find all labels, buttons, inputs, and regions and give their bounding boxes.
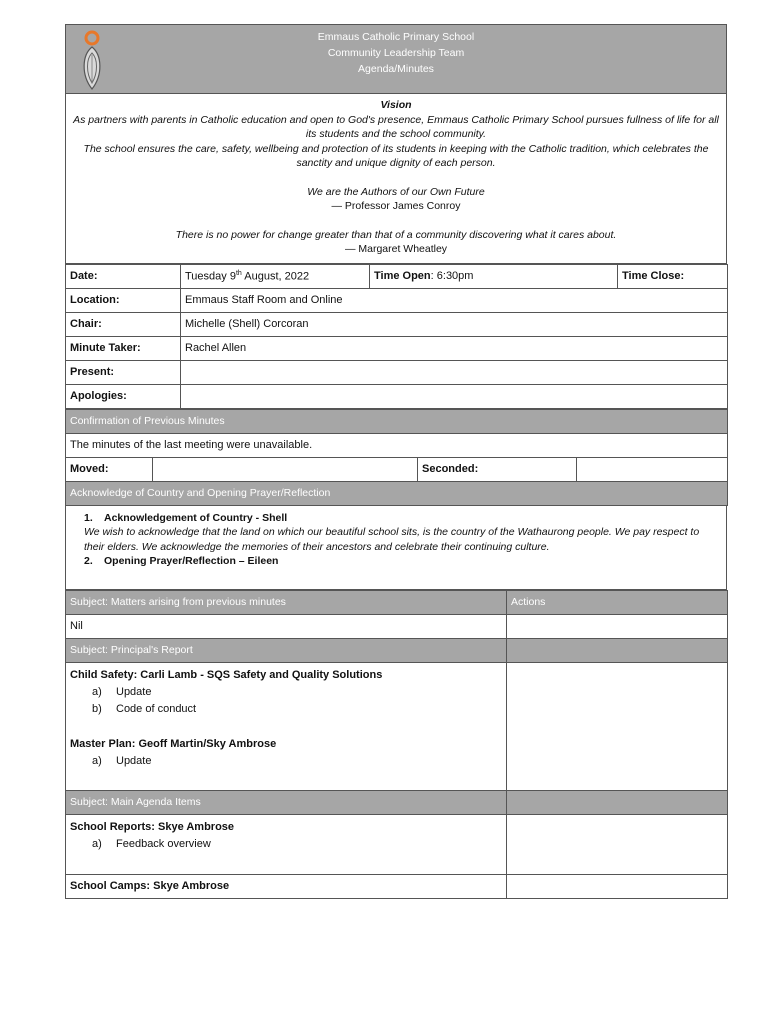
chair-value: Michelle (Shell) Corcoran (181, 312, 728, 336)
minute-taker-value: Rachel Allen (181, 336, 728, 360)
location-label: Location: (66, 288, 181, 312)
principal-row (66, 662, 728, 790)
child-safety-item-a: a) Update (92, 685, 152, 698)
date-value: Tuesday 9th August, 2022 (181, 264, 370, 288)
time-open-cell (370, 264, 618, 288)
quote-1: We are the Authors of our Own Future (307, 185, 485, 198)
team-name: Community Leadership Team (327, 47, 465, 59)
present-row (66, 360, 728, 384)
principal-actions (507, 662, 728, 790)
actions-heading: Actions (507, 590, 728, 614)
quote-1-author: — Professor James Conroy (331, 200, 461, 212)
school-camps-title: School Camps: Skye Ambrose (70, 880, 230, 892)
apologies-value (181, 384, 728, 408)
school-camps-actions (507, 874, 728, 898)
acknowledge-heading-row (66, 481, 728, 505)
child-safety-title: Child Safety: Carli Lamb - SQS Safety and Quality Solutions (70, 668, 383, 681)
acknowledge-section (65, 506, 727, 590)
ack-item-2: 2. Opening Prayer/Reflection – Eileen (84, 555, 279, 567)
ack-item-1-text: We wish to acknowledge that the land on which our beautiful school sits, is the country of the Wathaurong people. We pay respect to their elders. We acknowledge the memories of their ancestors and celebrate their continuing culture. (84, 526, 700, 553)
date-label: Date: (66, 264, 181, 288)
main-agenda-heading-actions (507, 790, 728, 814)
seconded-label: Seconded: (418, 457, 577, 481)
master-plan-title: Master Plan: Geoff Martin/Sky Ambrose (70, 737, 277, 750)
chair-row (66, 312, 728, 336)
master-plan-item-a: a) Update (92, 754, 152, 767)
acknowledge-heading: Acknowledge of Country and Opening Prayer/Reflection (66, 481, 728, 505)
school-reports-row (66, 814, 728, 874)
confirmation-text: The minutes of the last meeting were unavailable. (66, 433, 728, 457)
location-value: Emmaus Staff Room and Online (181, 288, 728, 312)
confirmation-text-row (66, 433, 728, 457)
moved-row (66, 457, 728, 481)
matters-heading-row (66, 590, 728, 614)
main-agenda-heading: Subject: Main Agenda Items (66, 790, 507, 814)
apologies-row (66, 384, 728, 408)
minutes-document (65, 24, 727, 899)
main-agenda-heading-row (66, 790, 728, 814)
chair-label: Chair: (66, 312, 181, 336)
school-reports-item-a: a) Feedback overview (92, 837, 211, 850)
time-open-value: : 6:30pm (430, 270, 474, 282)
subjects-table (65, 590, 728, 899)
principal-heading: Subject: Principal's Report (66, 638, 507, 662)
location-row (66, 288, 728, 312)
moved-label: Moved: (66, 457, 153, 481)
matters-actions (507, 614, 728, 638)
school-reports-content (66, 814, 507, 874)
quote-2-author: — Margaret Wheatley (344, 243, 448, 255)
school-reports-title: School Reports: Skye Ambrose (70, 820, 235, 833)
principal-heading-row (66, 638, 728, 662)
confirmation-table (65, 409, 728, 506)
header-title-block (66, 29, 726, 77)
document-type: Agenda/Minutes (358, 63, 434, 75)
matters-value: Nil (66, 614, 507, 638)
time-open-label: Time Open (374, 270, 431, 282)
meeting-details-table (65, 264, 728, 409)
vision-paragraph-2: The school ensures the care, safety, wellbeing and protection of its students in keeping with the Catholic tradition, which celebrates the sanctity and unique dignity of each person. (83, 142, 709, 169)
vision-section (65, 94, 727, 264)
confirmation-heading: Confirmation of Previous Minutes (66, 409, 728, 433)
apologies-label: Apologies: (66, 384, 181, 408)
school-name: Emmaus Catholic Primary School (317, 31, 475, 43)
confirmation-heading-row (66, 409, 728, 433)
school-camps-content (66, 874, 507, 898)
present-label: Present: (66, 360, 181, 384)
vision-title: Vision (380, 99, 412, 111)
moved-value (153, 457, 418, 481)
matters-row (66, 614, 728, 638)
principal-content (66, 662, 507, 790)
time-close-label: Time Close: (618, 264, 728, 288)
principal-heading-actions (507, 638, 728, 662)
quote-2: There is no power for change greater than that of a community discovering what it cares about. (175, 228, 617, 241)
document-header (65, 24, 727, 94)
present-value (181, 360, 728, 384)
minute-taker-row (66, 336, 728, 360)
minute-taker-label: Minute Taker: (66, 336, 181, 360)
date-row (66, 264, 728, 288)
school-camps-row (66, 874, 728, 898)
vision-paragraph-1: As partners with parents in Catholic education and open to God's presence, Emmaus Catholic Primary School pursues fullness of life for all its students and the school community. (73, 113, 719, 140)
school-reports-actions (507, 814, 728, 874)
seconded-value (577, 457, 728, 481)
child-safety-item-b: b) Code of conduct (92, 702, 197, 715)
matters-heading: Subject: Matters arising from previous minutes (66, 590, 507, 614)
ack-item-1: 1. Acknowledgement of Country - Shell (84, 511, 288, 524)
